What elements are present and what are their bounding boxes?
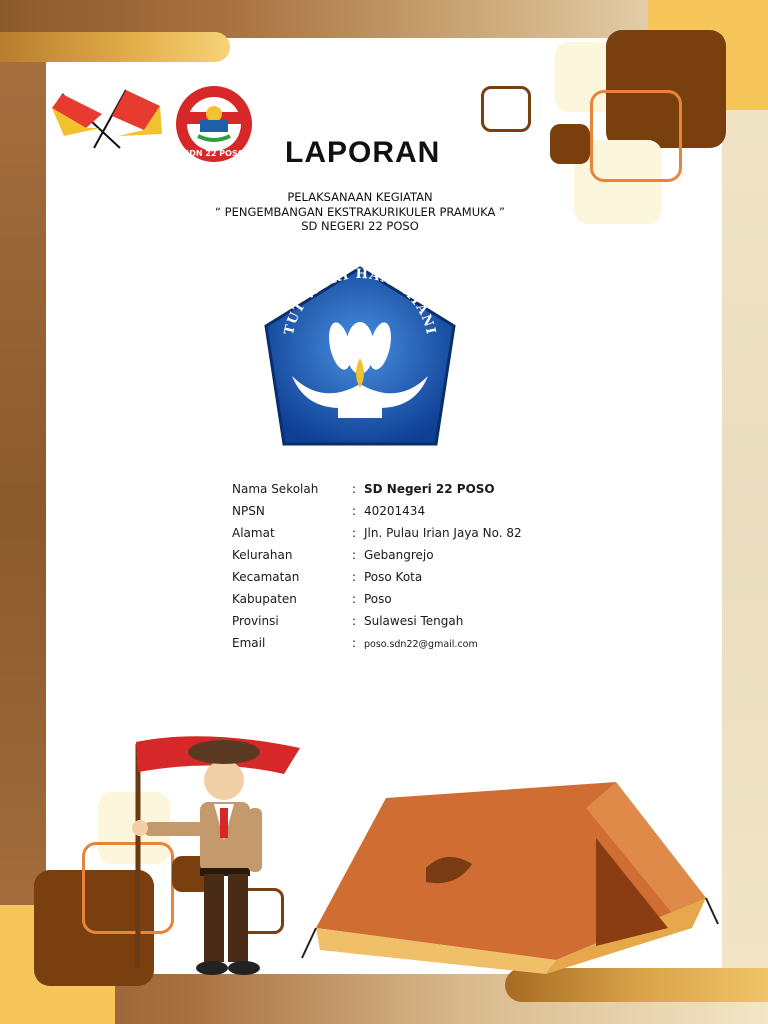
- info-label: Kecamatan: [232, 570, 300, 584]
- info-value: Poso Kota: [364, 570, 423, 584]
- school-logo-text: SDN 22 POSO: [183, 149, 245, 158]
- info-colon: :: [352, 526, 357, 540]
- info-value: SD Negeri 22 POSO: [364, 482, 495, 496]
- info-label: Email: [232, 636, 266, 650]
- subtitle: [180, 190, 540, 234]
- subtitle-line: PELAKSANAAN KEGIATAN: [287, 190, 433, 204]
- school-logo: [174, 84, 254, 164]
- info-label: Kelurahan: [232, 548, 293, 562]
- info-colon: :: [352, 548, 357, 562]
- info-label: Provinsi: [232, 614, 279, 628]
- decorative-bar-top: [0, 32, 230, 62]
- info-value: Poso: [364, 592, 392, 606]
- info-label: Nama Sekolah: [232, 482, 319, 496]
- info-label: Alamat: [232, 526, 275, 540]
- info-value: Gebangrejo: [364, 548, 434, 562]
- decor-square: [550, 124, 590, 164]
- frame-left-border: [0, 0, 46, 1024]
- info-colon: :: [352, 614, 357, 628]
- info-colon: :: [352, 504, 357, 518]
- decor-square-outline: [481, 86, 531, 132]
- scout-boy-illustration: [124, 728, 304, 984]
- info-value: Jln. Pulau Irian Jaya No. 82: [364, 526, 522, 540]
- subtitle-line: SD NEGERI 22 POSO: [301, 219, 419, 233]
- info-label: NPSN: [232, 504, 265, 518]
- semaphore-flags-icon: [48, 86, 166, 152]
- info-value: 40201434: [364, 504, 426, 518]
- info-label: Kabupaten: [232, 592, 297, 606]
- info-value: Sulawesi Tengah: [364, 614, 464, 628]
- page-title: LAPORAN: [285, 136, 441, 169]
- emblem-motto-text: TUT WURI HANDAYANI: [281, 266, 439, 337]
- decor-square-outline: [590, 90, 682, 182]
- subtitle-line: “ PENGEMBANGAN EKSTRAKURIKULER PRAMUKA ”: [215, 204, 505, 219]
- frame-right-border: [722, 0, 768, 1024]
- info-colon: :: [352, 570, 357, 584]
- tut-wuri-handayani-emblem: [262, 266, 458, 448]
- info-colon: :: [352, 482, 357, 496]
- info-value-email: poso.sdn22@gmail.com: [364, 639, 478, 650]
- info-colon: :: [352, 592, 357, 606]
- tent-illustration: [296, 778, 720, 974]
- info-colon: :: [352, 636, 357, 650]
